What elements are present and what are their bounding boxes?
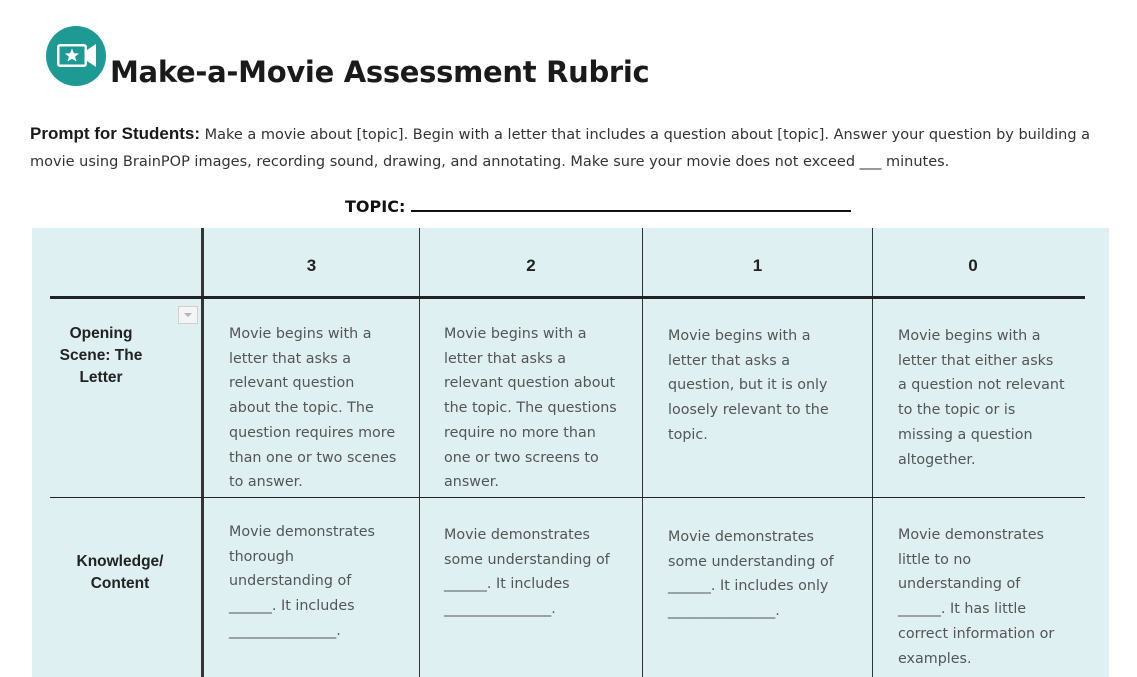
topic-line — [345, 196, 851, 216]
column-header-2: 2 — [526, 256, 536, 275]
column-header-1: 1 — [752, 256, 763, 275]
column-header-3: 3 — [306, 256, 317, 275]
logo — [46, 26, 106, 86]
rubric-cell: Movie demonstrates thorough understanding of ______. It includes _______________. — [229, 524, 376, 639]
topic-blank — [411, 196, 851, 212]
column-header-0: 0 — [968, 256, 978, 275]
row-divider — [50, 497, 1085, 498]
rubric-cell: Movie begins with a letter that either asks a question not relevant to the topic or is missing a question altogether. — [898, 328, 1065, 468]
filter-dropdown-button[interactable] — [178, 306, 198, 324]
rubric-cell: Movie demonstrates some understanding of ______. It includes _______________. — [444, 527, 610, 618]
rubric-cell: Movie demonstrates little to no understanding of ______. It has little correct information or examples. — [898, 527, 1055, 667]
rubric-cell: Movie demonstrates some understanding of ______. It includes only _______________. — [668, 529, 834, 620]
row-label-opening-scene: Opening Scene: The Letter — [59, 325, 143, 386]
row-label-knowledge-content: Knowledge/ Content — [76, 553, 164, 592]
chevron-down-icon — [179, 307, 197, 323]
student-prompt — [30, 120, 1120, 176]
rubric-cell: Movie begins with a letter that asks a question, but it is only loosely relevant to the topic. — [668, 328, 829, 443]
header-divider — [50, 296, 1085, 299]
movie-camera-star-icon — [46, 26, 106, 86]
page-title: Make-a-Movie Assessment Rubric — [110, 55, 650, 89]
rubric-table — [32, 228, 1109, 677]
rubric-cell: Movie begins with a letter that asks a relevant question about the topic. The questions require no more than one or two screens to answer. — [444, 326, 617, 491]
rubric-cell: Movie begins with a letter that asks a relevant question about the topic. The question requires more than one or two scenes to answer. — [229, 326, 397, 491]
prompt-label: Prompt for Students: — [30, 124, 200, 143]
topic-label: TOPIC: — [345, 197, 406, 216]
prompt-text: Make a movie about [topic]. Begin with a letter that includes a question about [topic]. Answer your question by building a movie using BrainPOP images, recording sound, drawing, and annotating. Make sure your movie does not exceed ___ minutes. — [30, 127, 1091, 170]
